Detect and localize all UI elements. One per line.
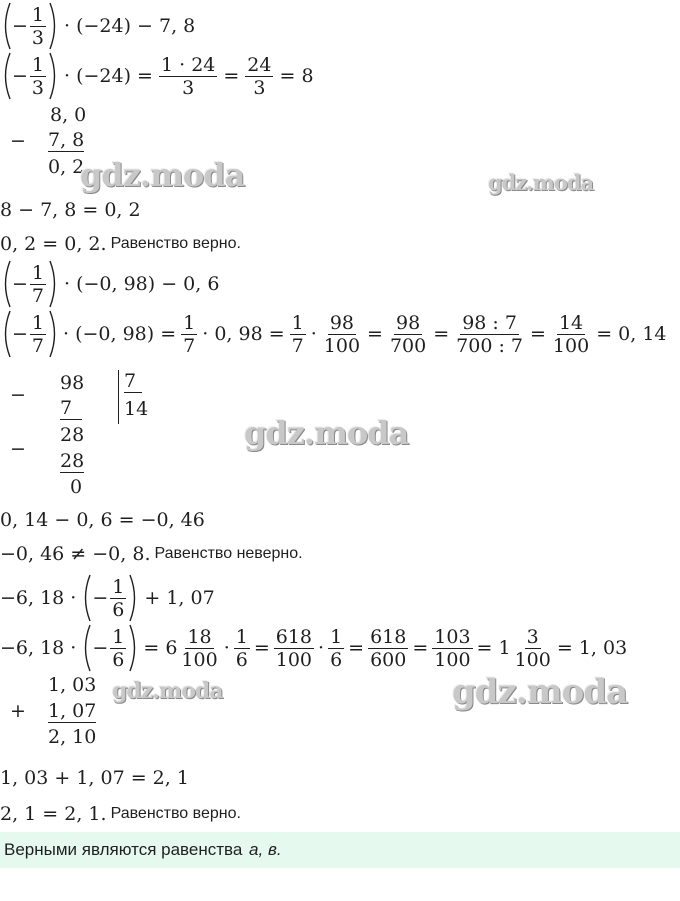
- minus-sign: −: [12, 15, 28, 37]
- watermark-logo: gdz.moda: [80, 156, 245, 194]
- equals: =: [412, 637, 429, 659]
- left-paren: [0, 259, 12, 309]
- left-paren: [0, 1, 12, 51]
- fraction: $\frac{1}{6}$: [235, 625, 248, 671]
- expression: + 1, 07: [144, 587, 215, 609]
- divisor: 7: [124, 370, 142, 393]
- addend: 1, 07: [48, 700, 97, 722]
- addend: 1, 03: [48, 674, 97, 696]
- result: = 0, 14: [596, 323, 667, 345]
- equals: =: [348, 637, 365, 659]
- b1-column-subtraction: [10, 104, 90, 184]
- right-paren: [48, 51, 60, 101]
- fraction: $\frac{1 \cdot 24}{3}$: [160, 53, 216, 99]
- fraction: $\frac{14}{100}$: [552, 311, 590, 357]
- fraction: $\frac{1}{7}$: [291, 311, 304, 357]
- right-paren: [48, 309, 60, 359]
- left-paren: [0, 309, 12, 359]
- difference: 0, 2: [48, 156, 85, 178]
- fraction: $\frac{1}{7}$: [31, 261, 45, 307]
- equals: =: [530, 323, 546, 345]
- watermark-logo: gdz.moda: [488, 170, 594, 195]
- fraction: $\frac{1}{3}$: [31, 53, 45, 99]
- b2-line3: [0, 506, 205, 534]
- minus-sign: −: [12, 273, 28, 295]
- fraction: $\frac{98}{100}$: [323, 311, 361, 357]
- b2-long-division: [10, 370, 170, 500]
- fraction: $\frac{618}{600}$: [370, 625, 407, 671]
- result: = 8: [279, 65, 314, 87]
- operator: −: [10, 384, 26, 406]
- minus-sign: −: [92, 637, 109, 659]
- b1-line1: [0, 0, 195, 52]
- minus-sign: −: [12, 323, 28, 345]
- conclusion-banner: [0, 832, 680, 868]
- watermark-logo: gdz.moda: [452, 672, 628, 712]
- b3-line2: [0, 622, 627, 674]
- subtrahend: 28: [60, 450, 85, 472]
- watermark-logo: gdz.moda: [244, 414, 409, 452]
- b3-line1: [0, 572, 215, 624]
- operator: +: [10, 700, 26, 722]
- fraction: $\frac{3}{100}$: [514, 625, 551, 671]
- fraction: $\frac{1}{7}$: [183, 311, 196, 357]
- right-paren: [128, 573, 140, 623]
- b2-line1: [0, 258, 219, 310]
- expression: · (−0, 98) =: [63, 323, 177, 345]
- b3-line4: [0, 800, 241, 828]
- fraction: $\frac{98 : 7}{700 : 7}$: [456, 311, 523, 357]
- left-paren: [80, 573, 92, 623]
- equals: =: [367, 323, 383, 345]
- expression: · (−24) =: [64, 65, 153, 87]
- fraction: $\frac{618}{100}$: [275, 625, 313, 671]
- minus-sign: −: [12, 65, 28, 87]
- division-bar: [118, 370, 119, 424]
- right-paren: [128, 623, 140, 673]
- expression: 1, 03 + 1, 07 = 2, 1: [0, 767, 189, 789]
- watermark-logo: gdz.moda: [112, 678, 223, 704]
- multiply: ·: [223, 637, 230, 659]
- operator: −: [10, 130, 26, 152]
- left-paren: [0, 51, 12, 101]
- minus-sign: −: [92, 587, 109, 609]
- b1-line3: [0, 196, 141, 224]
- b2-line2: [0, 308, 667, 360]
- fraction: $\frac{1}{3}$: [31, 3, 45, 49]
- equation: 2, 1 = 2, 1.: [0, 803, 107, 825]
- quotient: 14: [124, 398, 149, 420]
- equals: =: [433, 323, 450, 345]
- fraction: $\frac{18}{100}$: [181, 625, 218, 671]
- fraction: $\frac{24}{3}$: [247, 53, 272, 99]
- b1-line2: [0, 50, 314, 102]
- fraction: $\frac{1}{6}$: [112, 625, 125, 671]
- expression: 0, 14 − 0, 6 = −0, 46: [0, 509, 205, 531]
- fraction: $\frac{1}{6}$: [330, 625, 343, 671]
- multiply: ·: [318, 637, 325, 659]
- verdict-text: Равенство неверно.: [154, 545, 303, 562]
- left-paren: [80, 623, 92, 673]
- verdict-text: Равенство верно.: [110, 235, 241, 252]
- subtrahend: 7: [60, 397, 82, 420]
- mixed-whole: = 1: [476, 637, 511, 659]
- result: = 1, 03: [556, 637, 628, 659]
- subtrahend: 7, 8: [48, 129, 85, 151]
- sum: 2, 10: [48, 726, 97, 748]
- expression: · (−24) − 7, 8: [64, 15, 196, 37]
- verdict-text: Равенство верно.: [110, 805, 241, 822]
- expression: = 6: [143, 637, 178, 659]
- dividend: 98: [60, 372, 85, 394]
- expression: · 0, 98 =: [202, 323, 285, 345]
- conclusion-letters: а, в.: [249, 840, 282, 859]
- b3-line3: [0, 764, 189, 792]
- minuend: 8, 0: [50, 104, 87, 126]
- equals: =: [223, 65, 240, 87]
- right-paren: [48, 1, 60, 51]
- expression: −6, 18 ·: [0, 637, 77, 659]
- b1-line4: [0, 230, 241, 258]
- operator: −: [10, 438, 26, 460]
- fraction: $\frac{1}{6}$: [112, 575, 125, 621]
- multiply: ·: [310, 323, 317, 345]
- conclusion-text: Верными являются равенства а, в.: [4, 840, 282, 859]
- final-remainder: 0: [70, 476, 83, 498]
- equation: 0, 2 = 0, 2.: [0, 233, 107, 255]
- fraction: $\frac{103}{100}$: [434, 625, 471, 671]
- right-paren: [48, 259, 60, 309]
- fraction: $\frac{98}{700}$: [389, 311, 427, 357]
- expression: −6, 18 ·: [0, 587, 77, 609]
- fraction: $\frac{1}{7}$: [31, 311, 45, 357]
- remainder: 28: [60, 424, 85, 446]
- b3-column-addition: [10, 674, 110, 754]
- equation: −0, 46 ≠ −0, 8.: [0, 543, 151, 565]
- expression: 8 − 7, 8 = 0, 2: [0, 199, 141, 221]
- b2-line4: [0, 540, 303, 568]
- equals: =: [253, 637, 270, 659]
- expression: · (−0, 98) − 0, 6: [64, 273, 220, 295]
